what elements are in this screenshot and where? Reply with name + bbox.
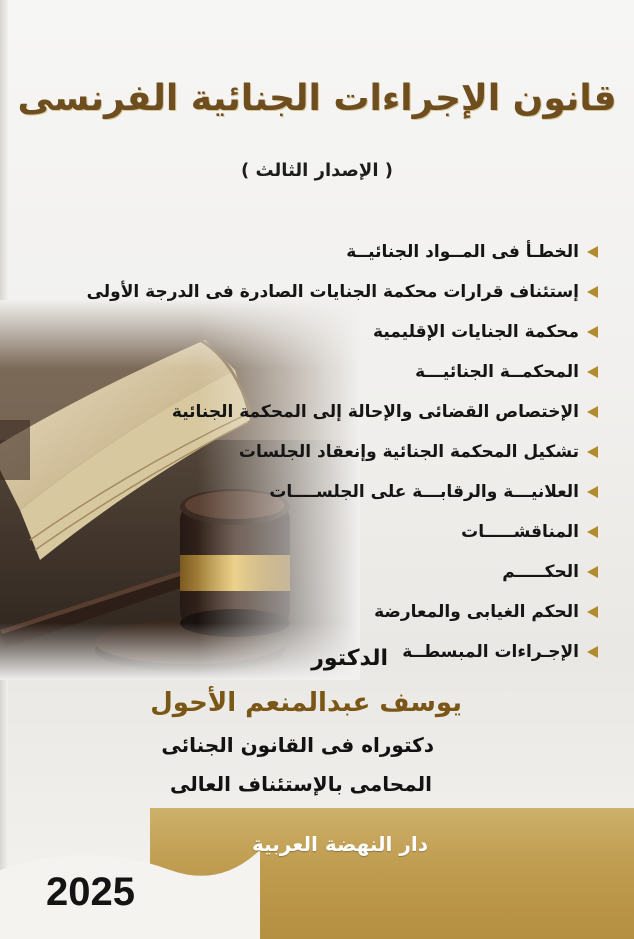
author-name: يوسف عبدالمنعم الأحول: [150, 688, 462, 718]
publisher-name: دار النهضة العربية: [251, 832, 428, 856]
gold-arrow-icon: [587, 486, 598, 498]
topic-label: المناقشـــــات: [461, 522, 579, 542]
topic-label: الإختصاص القضائى والإحالة إلى المحكمة الجنائية: [171, 402, 579, 422]
gold-arrow-icon: [587, 246, 598, 258]
gold-arrow-icon: [587, 526, 598, 538]
book-title: قانون الإجراءات الجنائية الفرنسى: [17, 78, 617, 119]
gold-arrow-icon: [587, 406, 598, 418]
author-degree: دكتوراه فى القانون الجنائى: [161, 733, 434, 757]
gold-arrow-icon: [587, 326, 598, 338]
topic-label: محكمة الجنايات الإقليمية: [373, 322, 579, 342]
topic-item: [86, 272, 598, 312]
gold-arrow-icon: [587, 566, 598, 578]
topic-item: [128, 512, 598, 552]
topic-label: المحكمــة الجنائيـــة: [415, 362, 579, 382]
author-role: المحامى بالإستئناف العالى: [170, 772, 432, 796]
gold-arrow-icon: [587, 366, 598, 378]
author-title: الدكتور: [311, 646, 388, 671]
topics-list: [86, 232, 598, 672]
topic-label: الإجـراءات المبسطــة: [402, 642, 579, 662]
topic-item: [128, 232, 598, 272]
topic-item: [128, 592, 598, 632]
gold-arrow-icon: [587, 286, 598, 298]
topic-item: [128, 432, 598, 472]
gold-arrow-icon: [587, 646, 598, 658]
topic-label: إستئناف قرارات محكمة الجنايات الصادرة فى الدرجة الأولى: [86, 282, 579, 302]
topic-item: [128, 472, 598, 512]
publication-year: 2025: [46, 870, 135, 914]
topic-item: [128, 392, 598, 432]
topic-label: العلانيـــة والرقابـــة على الجلســــات: [269, 482, 579, 502]
topic-label: الخطـأ فى المــواد الجنائيــة: [346, 242, 579, 262]
topic-item: [128, 552, 598, 592]
topic-label: الحكم الغيابى والمعارضة: [374, 602, 579, 622]
gold-arrow-icon: [587, 606, 598, 618]
topic-item: [128, 312, 598, 352]
edition-label: ( الإصدار الثالث ): [241, 160, 393, 181]
gold-arrow-icon: [587, 446, 598, 458]
topic-label: الحكـــــم: [502, 562, 579, 582]
topic-label: تشكيل المحكمة الجنائية وإنعقاد الجلسات: [238, 442, 579, 462]
topic-item: [128, 352, 598, 392]
